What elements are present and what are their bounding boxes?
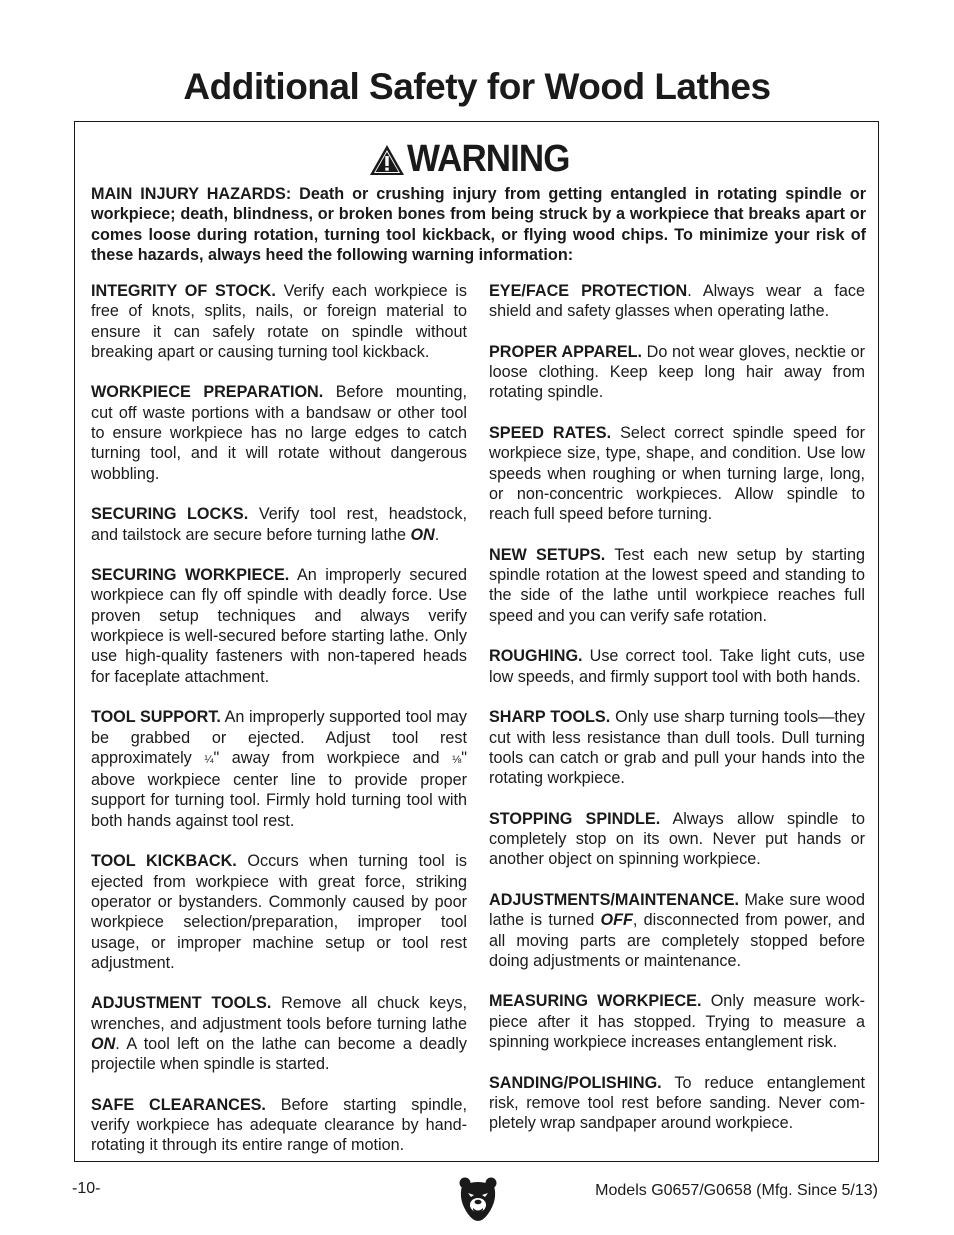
page-title: Additional Safety for Wood Lathes (183, 66, 771, 107)
warning-header (75, 138, 878, 181)
page-number: -10- (72, 1180, 101, 1197)
section-measuring-workpiece: MEASURING WORKPIECE. Only measure work-piece after it has stopped. Trying to measure a spinning workpiece increases entanglement risk. (489, 992, 865, 1051)
section-tool-support: TOOL SUPPORT. An improperly supported tool may be grabbed or ejected. Adjust tool rest approximately ¼" away from workpiece and ⅛" above workpiece center line to provide proper support for turning tool. Firmly hold turning tool with both hands against tool rest. (91, 708, 468, 830)
section-roughing: ROUGHING. Use correct tool. Take light cuts, use low speeds, and firmly support tool with both hands. (489, 647, 866, 686)
section-integrity-of-stock: INTEGRITY OF STOCK. Verify each workpiece is free of knots, splits, nails, or foreign material to ensure it can safely rotate on spindle without breaking apart or causing turning tool kickback. (91, 282, 467, 361)
section-title: SANDING/POLISHING. (489, 1073, 662, 1092)
section-title: NEW SETUPS. (489, 545, 606, 564)
section-title: STOPPING SPINDLE. (489, 809, 661, 828)
section-proper-apparel: PROPER APPAREL. Do not wear gloves, necktie or loose clothing. Keep keep long hair away from rotating spindle. (489, 342, 865, 402)
section-title: TOOL SUPPORT. (91, 708, 221, 727)
section-sanding-polishing: SANDING/POLISHING. To reduce entanglement risk, remove tool rest before sanding. Never com-pletely wrap sandpaper around workpiece. (489, 1073, 865, 1133)
section-speed-rates: SPEED RATES. Select correct spindle speed for workpiece size, type, shape, and condition. Use low speeds when roughing or when turning large, long, or non-concentric workpieces. Allow spindle to reach full speed before turning. (489, 424, 865, 524)
section-eye-face-protection: EYE/FACE PROTECTION. Always wear a face shield and safety glasses when operating lathe. (489, 282, 865, 321)
hazard-intro: MAIN INJURY HAZARDS: Death or crushing injury from getting entangled in rotating spindle or workpiece; death, blindness, or broken bones from being struck by a workpiece that breaks apart or comes loose during rotation, turning tool kickback, or flying wood chips. To minimize your risk of these hazards, always heed the following warning information: (91, 185, 866, 264)
section-safe-clearances: SAFE CLEARANCES. Before starting spindle, verify workpiece has adequate clearance by hand-rotating it through its entire range of motion. (91, 1095, 467, 1155)
section-title: SAFE CLEARANCES. (91, 1095, 266, 1114)
bear-logo-icon (458, 1176, 498, 1222)
section-stopping-spindle: STOPPING SPINDLE. Always allow spindle to completely stop on its own. Never put hands or another object on spinning workpiece. (489, 809, 866, 869)
section-title: SECURING WORKPIECE. (91, 566, 290, 585)
section-title: TOOL KICKBACK. (91, 852, 237, 871)
section-title: ADJUSTMENTS/MAINTENANCE. (489, 890, 740, 909)
warning-triangle-icon (369, 144, 405, 176)
section-adjustments-maintenance: ADJUSTMENTS/MAINTENANCE. Make sure wood lathe is turned OFF, disconnected from power, and all moving parts are completely stopped before doing adjustments or maintenance. (489, 890, 865, 970)
warning-label: WARNING (407, 138, 570, 180)
section-title: EYE/FACE PROTECTION (489, 282, 688, 300)
section-new-setups: NEW SETUPS. Test each new setup by starting spindle rotation at the lowest speed and standing to the side of the lathe until workpiece reaches full speed and you can verify safe rotation. (489, 545, 865, 625)
warning-box (74, 121, 879, 1162)
section-title: SHARP TOOLS. (489, 708, 611, 727)
section-tool-kickback: TOOL KICKBACK. Occurs when turning tool is ejected from workpiece with great force, striking operator or bystanders. Commonly caused by poor workpiece selection/preparation, improper tool usage, or improper machine setup or tool rest adjustment. (91, 852, 467, 972)
section-title: SPEED RATES. (489, 424, 612, 443)
section-workpiece-preparation: WORKPIECE PREPARATION. Before mounting, cut off waste portions with a bandsaw or other tool to ensure workpiece has no large edges to catch turning tool, and it will rotate without dangerous wobbling. (91, 383, 468, 483)
section-title: SECURING LOCKS. (91, 505, 249, 524)
section-title: WORKPIECE PREPARATION. (91, 383, 324, 402)
left-column (91, 281, 467, 1176)
section-title: PROPER APPAREL. (489, 342, 643, 361)
section-title: ROUGHING. (489, 647, 583, 666)
section-title: MEASURING WORKPIECE. (489, 992, 702, 1011)
right-column (489, 281, 865, 1154)
section-title: INTEGRITY OF STOCK. (91, 282, 276, 300)
section-securing-workpiece: SECURING WORKPIECE. An improperly secured workpiece can fly off spindle with deadly force. Use proven setup techniques and always verify workpiece is well-secured before starting lathe. Only use high-quality fasteners with non-tapered heads for faceplate attachment. (91, 566, 467, 686)
section-title: ADJUSTMENT TOOLS. (91, 994, 272, 1013)
section-adjustment-tools: ADJUSTMENT TOOLS. Remove all chuck keys, wrenches, and adjustment tools before turning lathe ON. A tool left on the lathe can become a deadly projectile when spindle is started. (91, 994, 467, 1074)
section-securing-locks: SECURING LOCKS. Verify tool rest, headstock, and tailstock are secure before turning lathe ON. (91, 505, 467, 544)
footer-model: Models G0657/G0658 (Mfg. Since 5/13) (595, 1182, 878, 1199)
section-sharp-tools: SHARP TOOLS. Only use sharp turning tools—they cut with less resistance than dull tools. Dull turning tools can catch or grab and pull your hands into the rotating workpiece. (489, 708, 865, 788)
